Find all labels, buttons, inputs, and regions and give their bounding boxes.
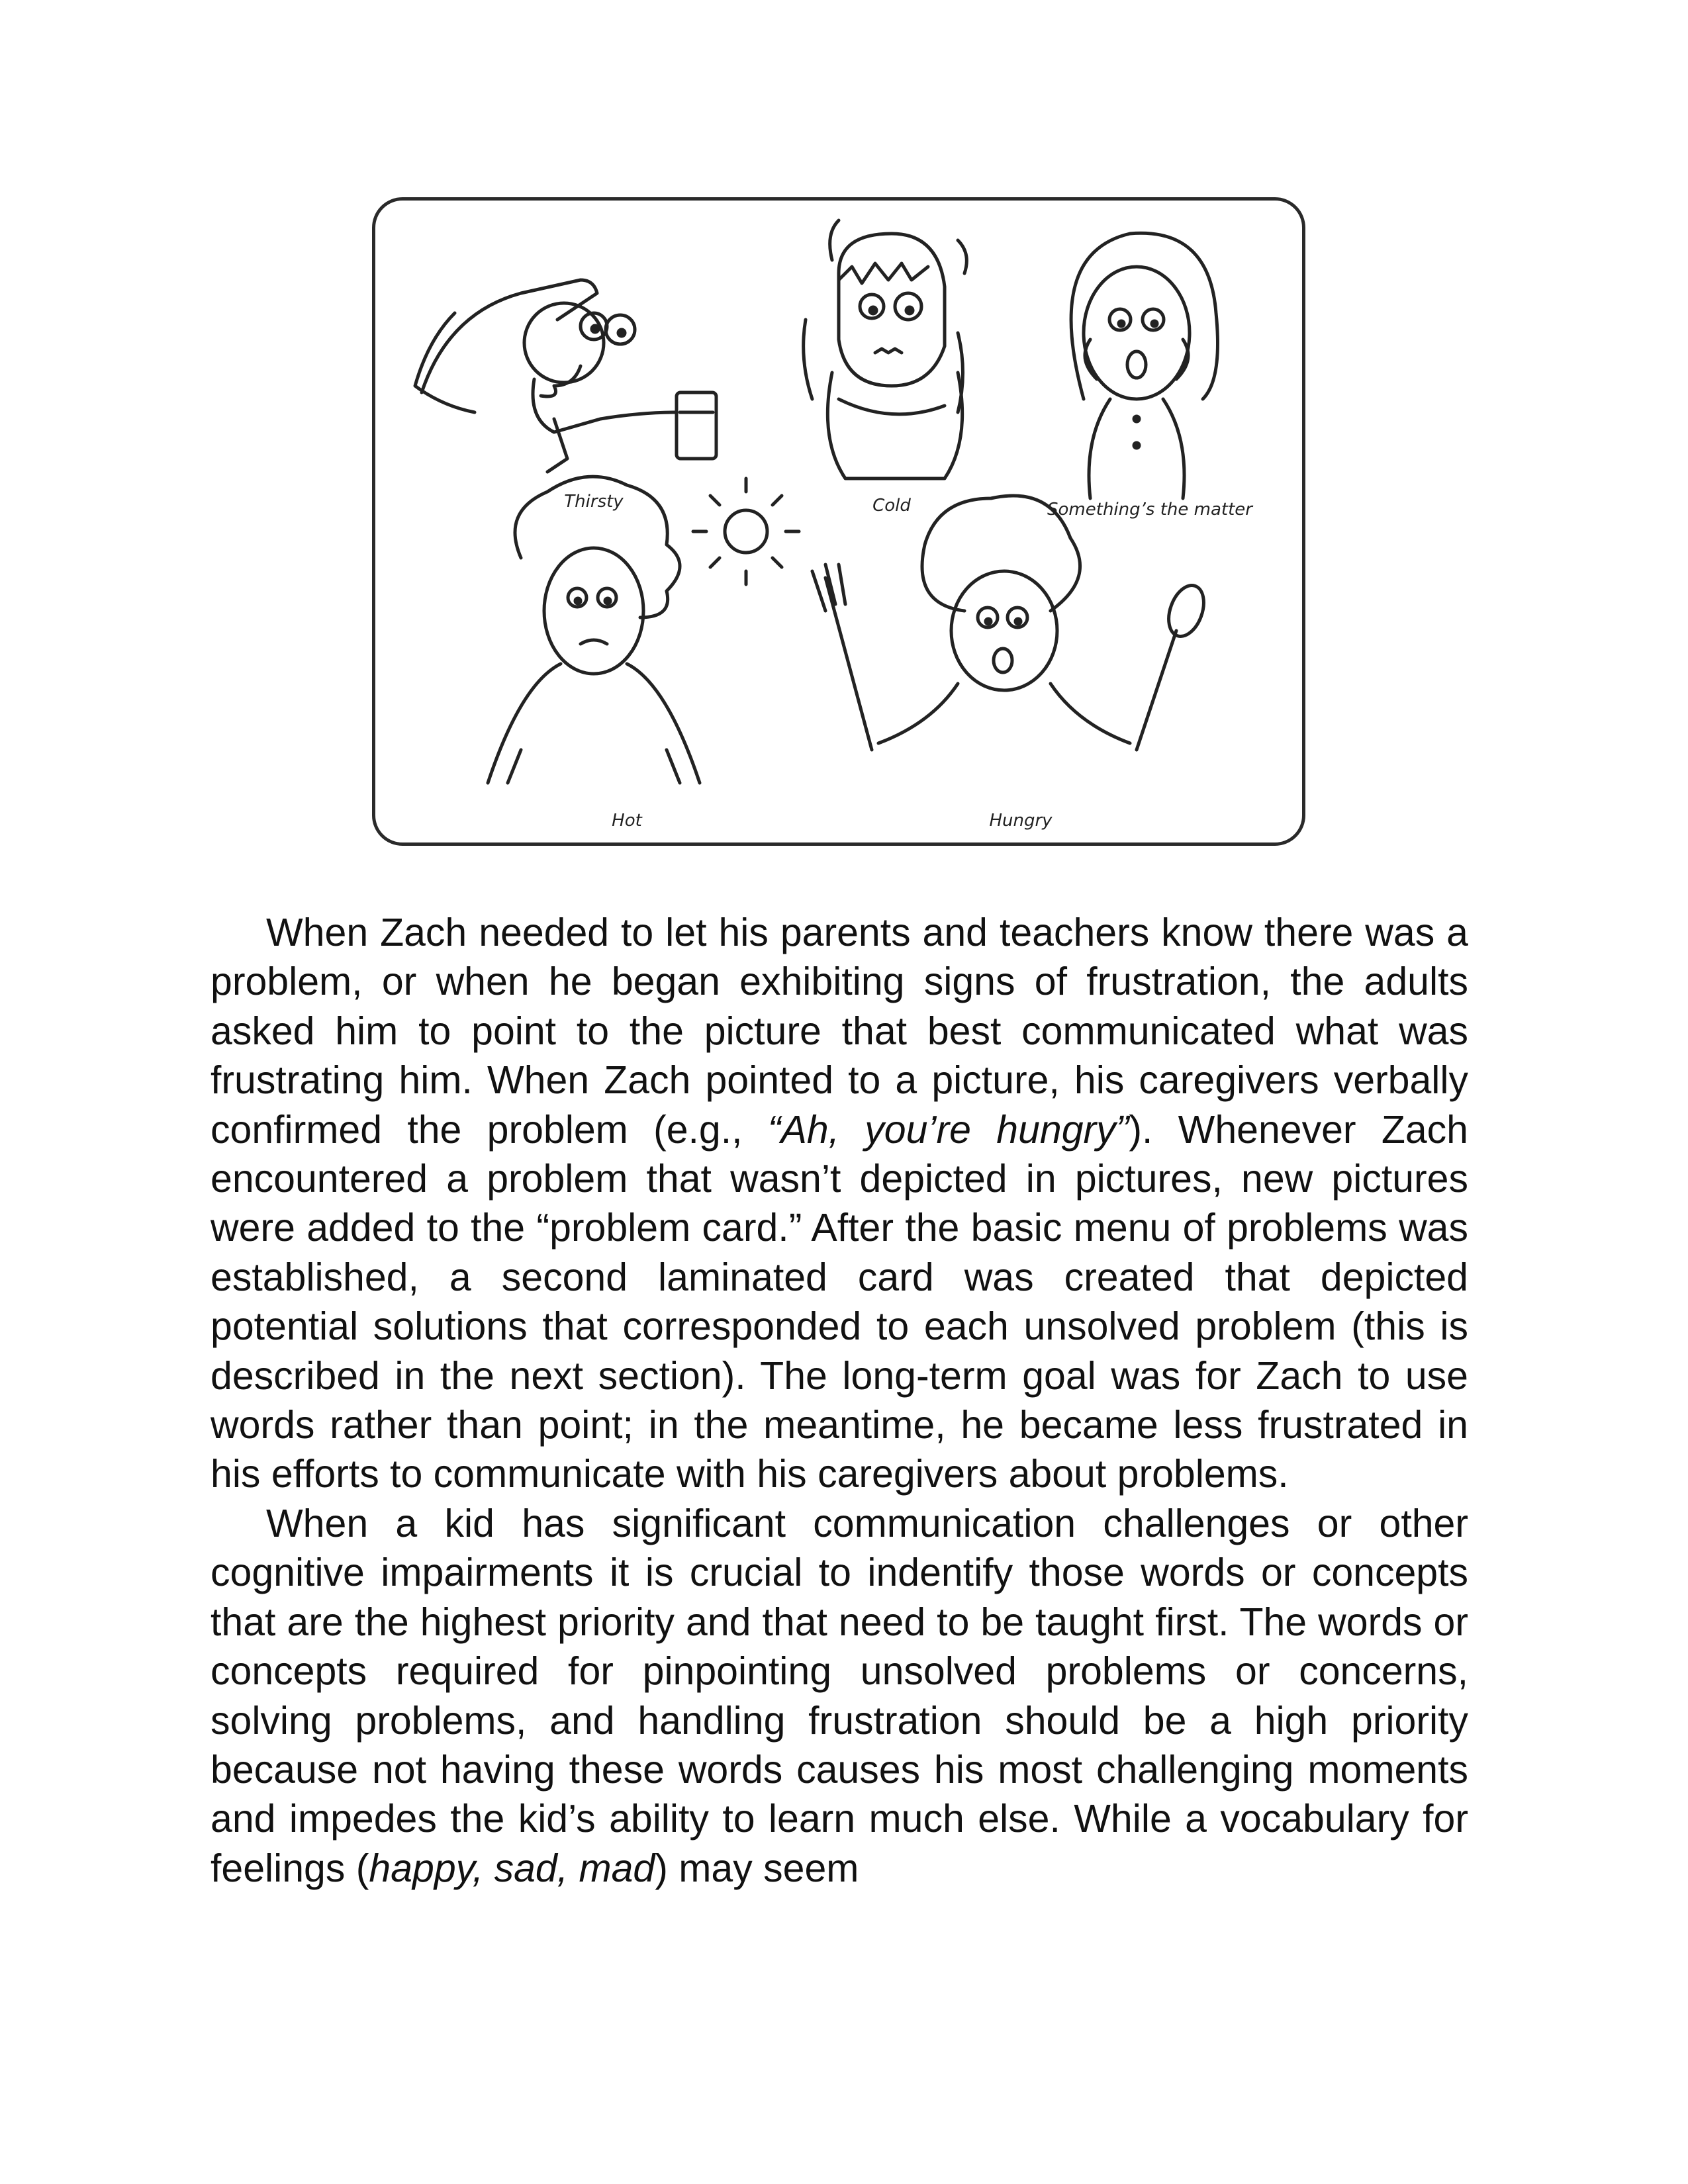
thirsty-kid-drawing	[415, 280, 716, 472]
caption-hungry: Hungry	[989, 811, 1053, 831]
hot-kid-drawing	[488, 477, 799, 783]
worried-girl-drawing	[1071, 233, 1217, 498]
cartoon-drawings	[375, 201, 1302, 842]
paragraph-communication-priorities: When a kid has significant communication challenges or other cognitive impairments it is crucial to indentify those words or concepts that are the highest priority and that need to be taught first. The words or concepts required for pinpointing unsolved problems or concerns, solving problems, and handling frustration should be a high priority because not having these words causes his most challenging moments and impedes the kid’s ability to learn much else. While a vocabulary for feelings (happy, sad, mad) may seem	[211, 1501, 1468, 1890]
caption-hot: Hot	[612, 811, 642, 831]
paragraph-zach-pointing: When Zach needed to let his parents and teachers know there was a problem, or when he began exhibiting signs of frustration, the adults asked him to point to the picture that best communicated what was frustrating him. When Zach pointed to a picture, his caregivers verbally confirmed the problem (e.g., “Ah, you’re hungry”). Whenever Zach encountered a problem that wasn’t depicted in pictures, new pictures were added to the “problem card.” After the basic menu of problems was established, a second laminated card was created that depicted potential solutions that corresponded to each unsolved problem (this is described in the next section). The long-term goal was for Zach to use words rather than point; in the meantime, he became less frustrated in his efforts to communicate with his caregivers about problems.	[211, 911, 1468, 1496]
caption-something-the-matter: Something’s the matter	[1047, 500, 1252, 520]
hungry-kid-drawing	[812, 496, 1210, 750]
problem-card-illustration	[372, 197, 1305, 846]
caption-cold: Cold	[872, 496, 911, 516]
body-text	[211, 908, 1468, 1893]
caption-thirsty: Thirsty	[564, 492, 624, 512]
cold-kid-drawing	[804, 220, 967, 478]
